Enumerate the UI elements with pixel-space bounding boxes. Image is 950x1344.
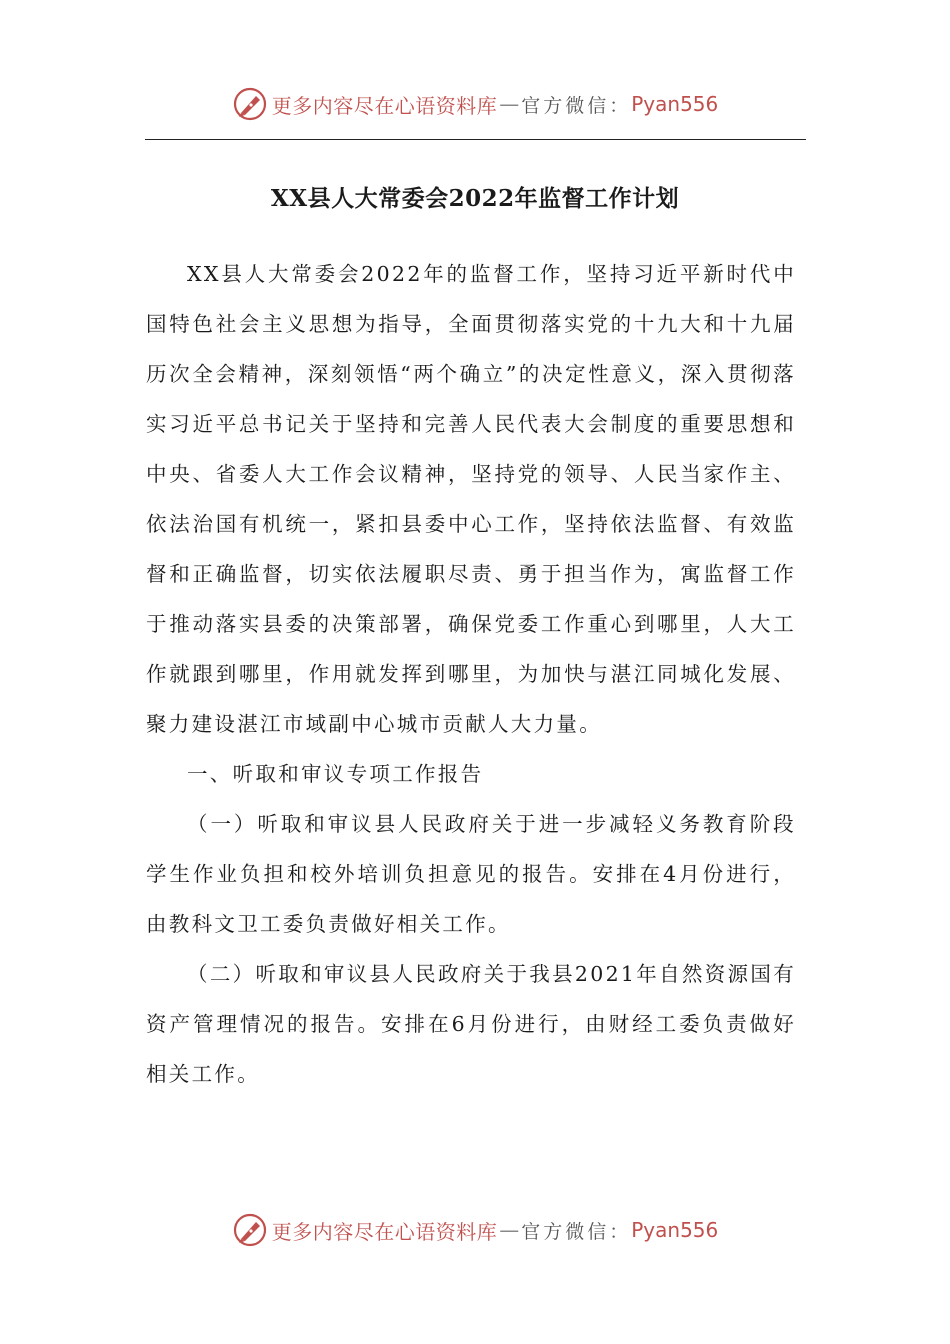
header-divider — [145, 139, 806, 140]
banner-separator: — — [499, 92, 520, 116]
banner-contact-label: 官方微信： — [521, 94, 632, 117]
banner-contact-label: 官方微信： — [521, 1220, 632, 1243]
banner-brand-text: 更多内容尽在心语资料库 — [271, 1219, 498, 1244]
banner-separator: — — [499, 1218, 520, 1242]
pen-nib-logo-icon — [232, 1212, 268, 1248]
section-heading: 一、听取和审议专项工作报告 — [187, 762, 484, 786]
banner-wechat-handle: Pyan556 — [631, 92, 719, 116]
intro-paragraph: XX县人大常委会2022年的监督工作，坚持习近平新时代中国特色社会主义思想为指导，全面贯彻落实党的十九大和十九届历次全会精神，深刻领悟“两个确立”的决定性意义，深入贯彻落实习近平总书记关于坚持和完善人民代表大会制度的重要思想和中央、省委人大工作会议精神，坚持党的领导、人民当家作主、依法治国有机统一，紧扣县委中心工作，坚持依法监督、有效监督和正确监督，切实依法履职尽责、勇于担当作为，寓监督工作于推动落实县委的决策部署，确保党委工作重心到哪里，人大工作就跟到哪里，作用就发挥到哪里，为加快与湛江同城化发展、聚力建设湛江市域副中心城市贡献人大力量。 — [146, 262, 796, 736]
document-title: XX县人大常委会2022年监督工作计划 — [270, 185, 680, 212]
banner-brand-text: 更多内容尽在心语资料库 — [271, 93, 498, 118]
header-banner — [0, 84, 950, 124]
banner-wechat-handle: Pyan556 — [631, 1218, 719, 1242]
footer-banner — [0, 1210, 950, 1250]
document-body — [146, 249, 796, 1099]
item-paragraph-1: （一）听取和审议县人民政府关于进一步减轻义务教育阶段学生作业负担和校外培训负担意见的报告。安排在4月份进行，由教科文卫工委负责做好相关工作。 — [146, 812, 796, 936]
item-paragraph-2: （二）听取和审议县人民政府关于我县2021年自然资源国有资产管理情况的报告。安排在6月份进行，由财经工委负责做好相关工作。 — [146, 962, 796, 1086]
pen-nib-logo-icon — [232, 86, 268, 122]
